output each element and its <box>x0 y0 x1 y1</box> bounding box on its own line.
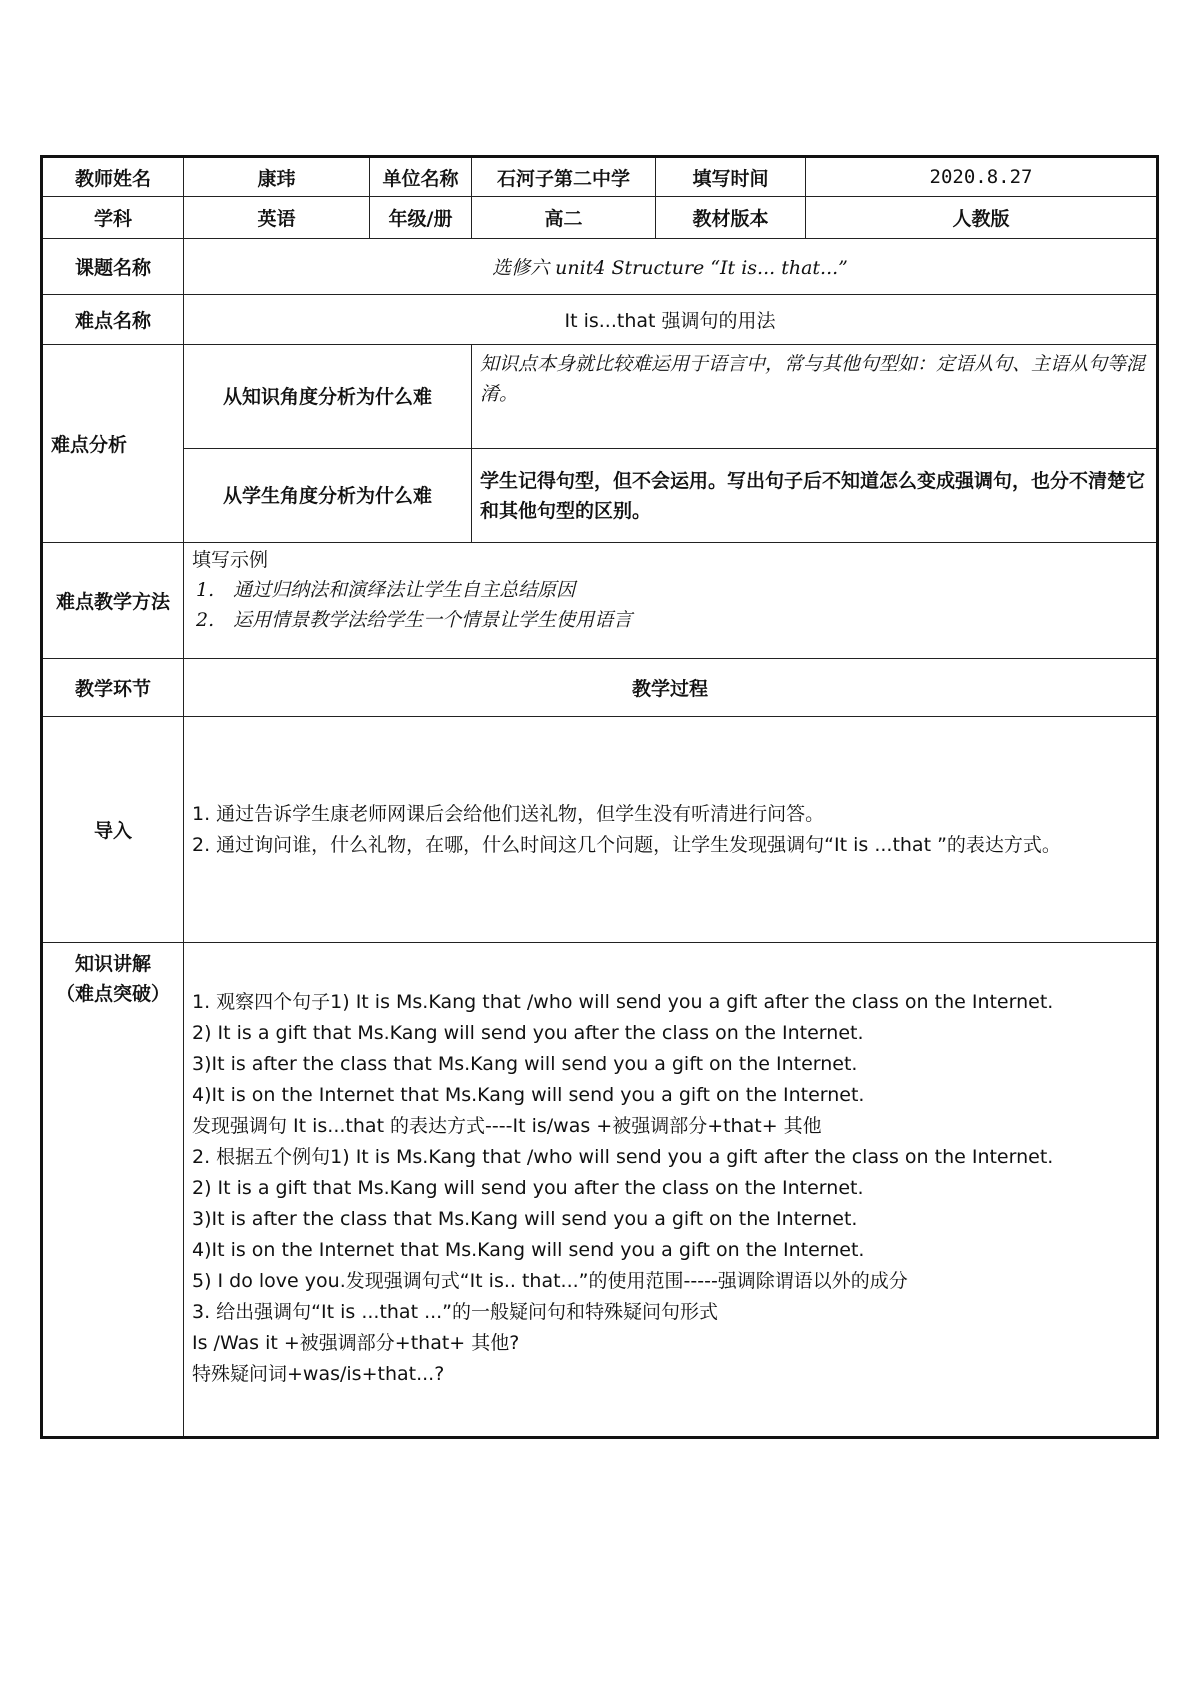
lesson-plan-form <box>40 155 1156 1439</box>
unit-label: 单位名称 <box>370 157 472 197</box>
method-content <box>184 543 1158 659</box>
explain-label <box>42 943 184 1438</box>
knowledge-angle-value: 知识点本身就比较难运用于语言中，常与其他句型如：定语从句、主语从句等混淆。 <box>472 345 1158 449</box>
explain-line-3: 3)It is after the class that Ms.Kang will send you a gift on the Internet. <box>192 1053 858 1075</box>
method-item-2: 2. 运用情景教学法给学生一个情景让学生使用语言 <box>196 609 633 631</box>
analysis-label: 难点分析 <box>42 345 184 543</box>
grade-label: 年级/册 <box>370 197 472 239</box>
explain-label-line2: （难点突破） <box>55 983 170 1005</box>
topic-label: 课题名称 <box>42 239 184 295</box>
header-row-1 <box>42 157 1158 197</box>
intro-label: 导入 <box>42 717 184 943</box>
edition-label: 教材版本 <box>656 197 806 239</box>
student-angle-value: 学生记得句型，但不会运用。写出句子后不知道怎么变成强调句，也分不清楚它和其他句型的区别。 <box>472 449 1158 543</box>
difficulty-value: It is...that 强调句的用法 <box>184 295 1158 345</box>
teacher-label: 教师姓名 <box>42 157 184 197</box>
intro-line-1: 1. 通过告诉学生康老师网课后会给他们送礼物，但学生没有听清进行问答。 <box>192 802 825 825</box>
explain-line-12: Is /Was it +被强调部分+that+ 其他? <box>192 1332 520 1354</box>
unit-value: 石河子第二中学 <box>472 157 656 197</box>
explain-line-7: 2) It is a gift that Ms.Kang will send you after the class on the Internet. <box>192 1177 864 1199</box>
intro-content <box>184 717 1158 943</box>
process-header: 教学过程 <box>184 659 1158 717</box>
date-value: 2020.8.27 <box>806 157 1158 197</box>
teacher-value: 康玮 <box>184 157 370 197</box>
analysis-knowledge-row <box>42 345 1158 449</box>
intro-line-2: 2. 通过询问谁，什么礼物，在哪，什么时间这几个问题，让学生发现强调句“It is ...that ”的表达方式。 <box>192 833 1061 856</box>
explain-line-1: 1. 观察四个句子1) It is Ms.Kang that /who will send you a gift after the class on the Internet. <box>192 991 1054 1013</box>
explain-line-13: 特殊疑问词+was/is+that...? <box>192 1363 445 1385</box>
header-row-2 <box>42 197 1158 239</box>
date-label: 填写时间 <box>656 157 806 197</box>
explain-line-10: 5) I do love you.发现强调句式“It is.. that...”的使用范围-----强调除谓语以外的成分 <box>192 1270 908 1292</box>
explain-line-9: 4)It is on the Internet that Ms.Kang will send you a gift on the Internet. <box>192 1239 865 1261</box>
method-item-1: 1. 通过归纳法和演绎法让学生自主总结原因 <box>196 579 576 601</box>
explain-line-6: 2. 根据五个例句1) It is Ms.Kang that /who will send you a gift after the class on the Internet. <box>192 1146 1054 1168</box>
explain-line-4: 4)It is on the Internet that Ms.Kang will send you a gift on the Internet. <box>192 1084 865 1106</box>
method-example-label: 填写示例 <box>192 549 269 571</box>
lesson-plan-table <box>40 155 1159 1439</box>
grade-value: 高二 <box>472 197 656 239</box>
explain-label-line1: 知识讲解 <box>74 953 151 975</box>
edition-value: 人教版 <box>806 197 1158 239</box>
stage-header: 教学环节 <box>42 659 184 717</box>
explain-line-5: 发现强调句 It is...that 的表达方式----It is/was +被强调部分+that+ 其他 <box>192 1115 822 1137</box>
explain-line-8: 3)It is after the class that Ms.Kang will send you a gift on the Internet. <box>192 1208 858 1230</box>
process-header-row <box>42 659 1158 717</box>
analysis-student-row <box>42 449 1158 543</box>
explain-line-11: 3. 给出强调句“It is ...that ...”的一般疑问句和特殊疑问句形式 <box>192 1301 719 1323</box>
subject-label: 学科 <box>42 197 184 239</box>
explain-row <box>42 943 1158 1438</box>
explain-line-2: 2) It is a gift that Ms.Kang will send you after the class on the Internet. <box>192 1022 864 1044</box>
explain-content <box>184 943 1158 1438</box>
topic-row <box>42 239 1158 295</box>
topic-value: 选修六 unit4 Structure “It is... that...” <box>184 239 1158 295</box>
intro-row <box>42 717 1158 943</box>
knowledge-angle-label: 从知识角度分析为什么难 <box>184 345 472 449</box>
difficulty-label: 难点名称 <box>42 295 184 345</box>
method-label: 难点教学方法 <box>42 543 184 659</box>
subject-value: 英语 <box>184 197 370 239</box>
method-row <box>42 543 1158 659</box>
difficulty-row <box>42 295 1158 345</box>
student-angle-label: 从学生角度分析为什么难 <box>184 449 472 543</box>
